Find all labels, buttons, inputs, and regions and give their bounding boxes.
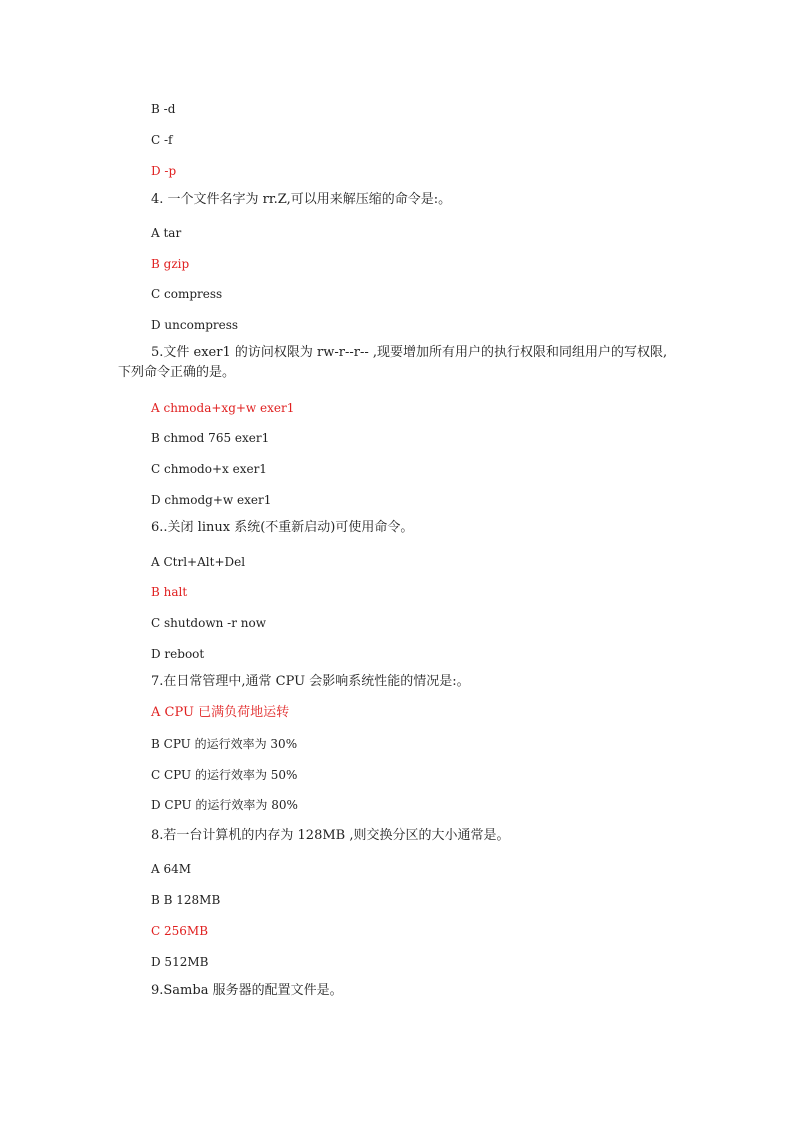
q6-option-b-answer: B halt	[151, 585, 188, 599]
q5-option-b: B chmod 765 exer1	[151, 431, 270, 445]
q3-option-d-answer: D -p	[151, 164, 177, 178]
q5-question: 5.文件 exer1 的访问权限为 rw-r--r-- ,现要增加所有用户的执行权限和同组用户的写权限,下列命令正确的是。	[118, 345, 668, 380]
q8-option-b: B B 128MB	[151, 893, 221, 907]
q4-option-d: D uncompress	[151, 318, 239, 332]
q3-option-c: C -f	[151, 133, 173, 147]
q8-option-c-answer: C 256MB	[151, 924, 209, 938]
q7-question: 7.在日常管理中,通常 CPU 会影响系统性能的情况是:。	[151, 674, 470, 689]
q4-option-b-answer: B gzip	[151, 257, 190, 271]
q7-option-d: D CPU 的运行效率为 80%	[151, 798, 298, 812]
q8-option-d: D 512MB	[151, 955, 209, 969]
q5-option-c: C chmodo+x exer1	[151, 462, 267, 476]
q4-question: 4. 一个文件名字为 rr.Z,可以用来解压缩的命令是:。	[151, 192, 452, 207]
q6-option-a: A Ctrl+Alt+Del	[151, 555, 246, 569]
q3-option-b: B -d	[151, 102, 176, 116]
q4-option-c: C compress	[151, 287, 223, 301]
q7-option-b: B CPU 的运行效率为 30%	[151, 737, 298, 751]
q5-option-a-answer: A chmoda+xg+w exer1	[151, 401, 295, 415]
q7-option-a-answer: A CPU 已满负荷地运转	[151, 705, 290, 720]
q8-question: 8.若一台计算机的内存为 128MB ,则交换分区的大小通常是。	[151, 828, 510, 843]
q5-option-d: D chmodg+w exer1	[151, 493, 272, 507]
q7-option-c: C CPU 的运行效率为 50%	[151, 768, 298, 782]
q4-option-a: A tar	[151, 226, 182, 240]
q6-question: 6..关闭 linux 系统(不重新启动)可使用命令。	[151, 520, 414, 535]
q6-option-d: D reboot	[151, 647, 205, 661]
q8-option-a: A 64M	[151, 862, 192, 876]
q9-question: 9.Samba 服务器的配置文件是。	[151, 983, 343, 998]
q6-option-c: C shutdown -r now	[151, 616, 266, 630]
